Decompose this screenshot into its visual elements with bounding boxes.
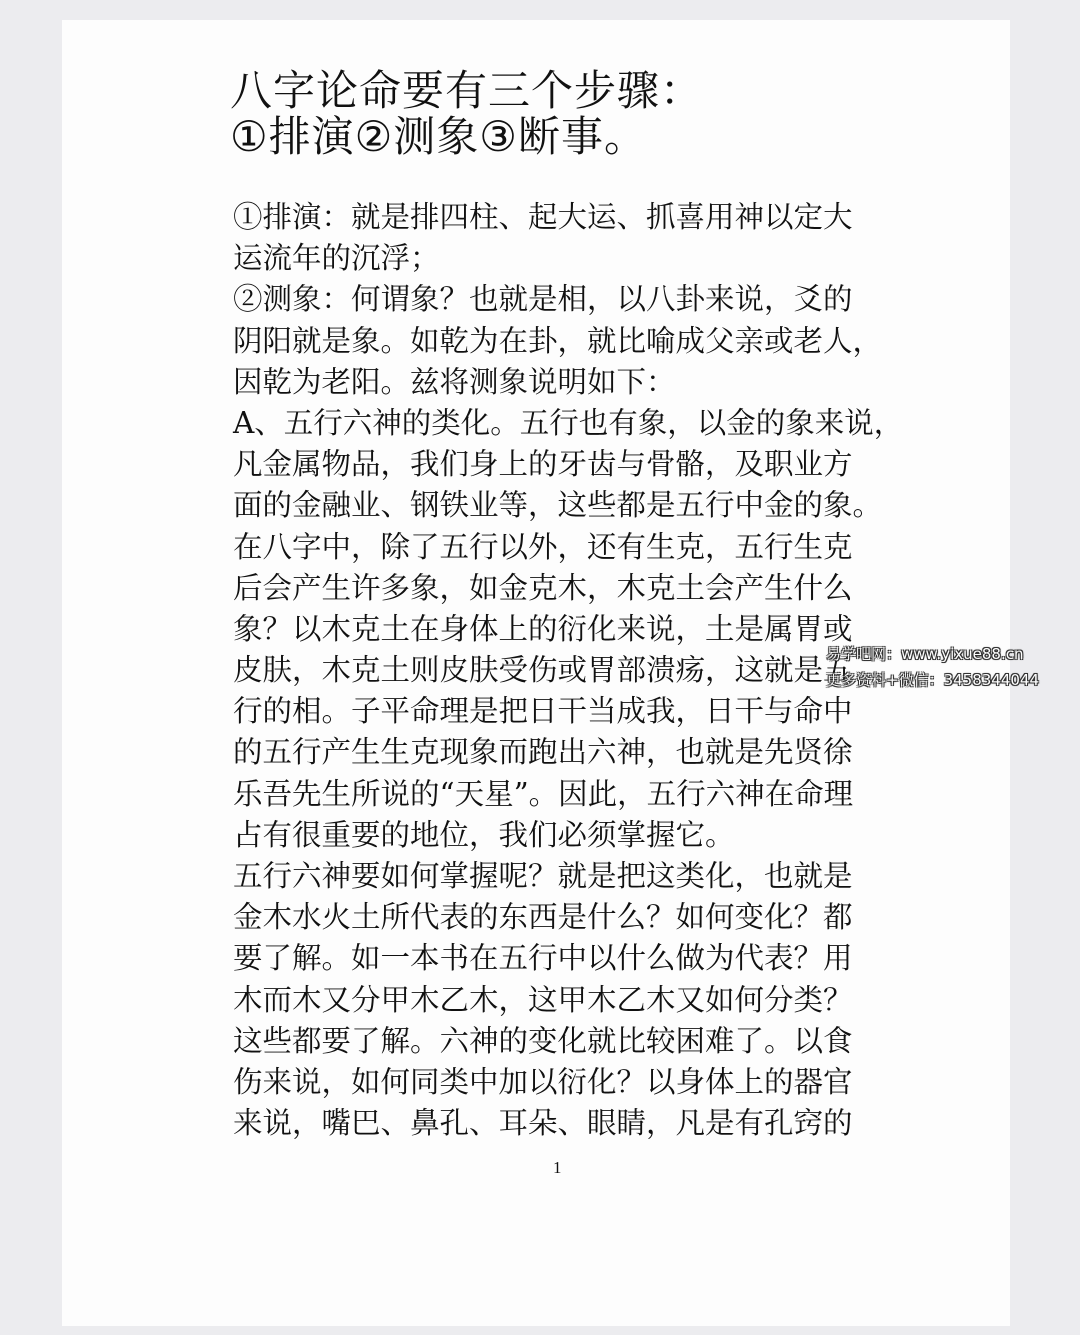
- body-line: 占有很重要的地位，我们必须掌握它。: [233, 817, 735, 852]
- body-line: 五行六神要如何掌握呢？就是把这类化，也就是: [233, 859, 853, 893]
- body-line: 阴阳就是象。如乾为在卦，就比喻成父亲或老人，: [233, 323, 883, 358]
- body-line: 木而木又分甲木乙木，这甲木乙木又如何分类？: [233, 982, 853, 1017]
- body-line: 的五行产生生克现象而跑出六神，也就是先贤徐: [233, 735, 853, 770]
- body-line: 后会产生许多象，如金克木，木克土会产生什么: [233, 570, 853, 605]
- body-line: 乐吾先生所说的“天星”。因此，五行六神在命理: [233, 776, 854, 811]
- body-line: 来说，嘴巴、鼻孔、耳朵、眼睛，凡是有孔窍的: [233, 1106, 853, 1141]
- body-line: 要了解。如一本书在五行中以什么做为代表？用: [233, 941, 853, 976]
- title-line-2: ①排演②测象③断事。: [230, 112, 647, 161]
- title-line-1: 八字论命要有三个步骤：: [230, 66, 704, 115]
- body-line: 行的相。子平命理是把日干当成我，日干与命中: [233, 694, 853, 729]
- body-line: 在八字中，除了五行以外，还有生克，五行生克: [233, 529, 853, 564]
- body-line: 这些都要了解。六神的变化就比较困难了。以食: [233, 1023, 853, 1058]
- body-line: ①排演：就是排四柱、起大运、抓喜用神以定大: [233, 200, 853, 234]
- watermark-line-1: 易学吧网：www.yixue88.cn: [826, 645, 1024, 663]
- body-line: A、五行六神的类化。五行也有象，以金的象来说，: [233, 405, 904, 440]
- body-line: 因乾为老阳。兹将测象说明如下：: [233, 364, 676, 399]
- body-line: 皮肤，木克土则皮肤受伤或胃部溃疡，这就是五: [233, 653, 853, 688]
- watermark-line-2: 更多资料+微信：3458344044: [826, 671, 1040, 689]
- watermark-overlay: [826, 641, 1039, 693]
- body-line: 象？以木克土在身体上的衍化来说，土是属胃或: [233, 611, 853, 646]
- page-number: 1: [553, 1158, 562, 1177]
- body-line: 凡金属物品，我们身上的牙齿与骨骼，及职业方: [233, 447, 853, 482]
- body-line: ②测象：何谓象？也就是相，以八卦来说，爻的: [233, 282, 853, 317]
- body-line: 金木水火土所代表的东西是什么？如何变化？都: [233, 900, 853, 935]
- body-line: 面的金融业、钢铁业等，这些都是五行中金的象。: [233, 488, 883, 523]
- body-line: 运流年的沉浮；: [233, 241, 440, 276]
- body-line: 伤来说，如何同类中加以衍化？以身体上的器官: [233, 1064, 853, 1099]
- document-title: [230, 68, 703, 160]
- body-text: [233, 197, 904, 1144]
